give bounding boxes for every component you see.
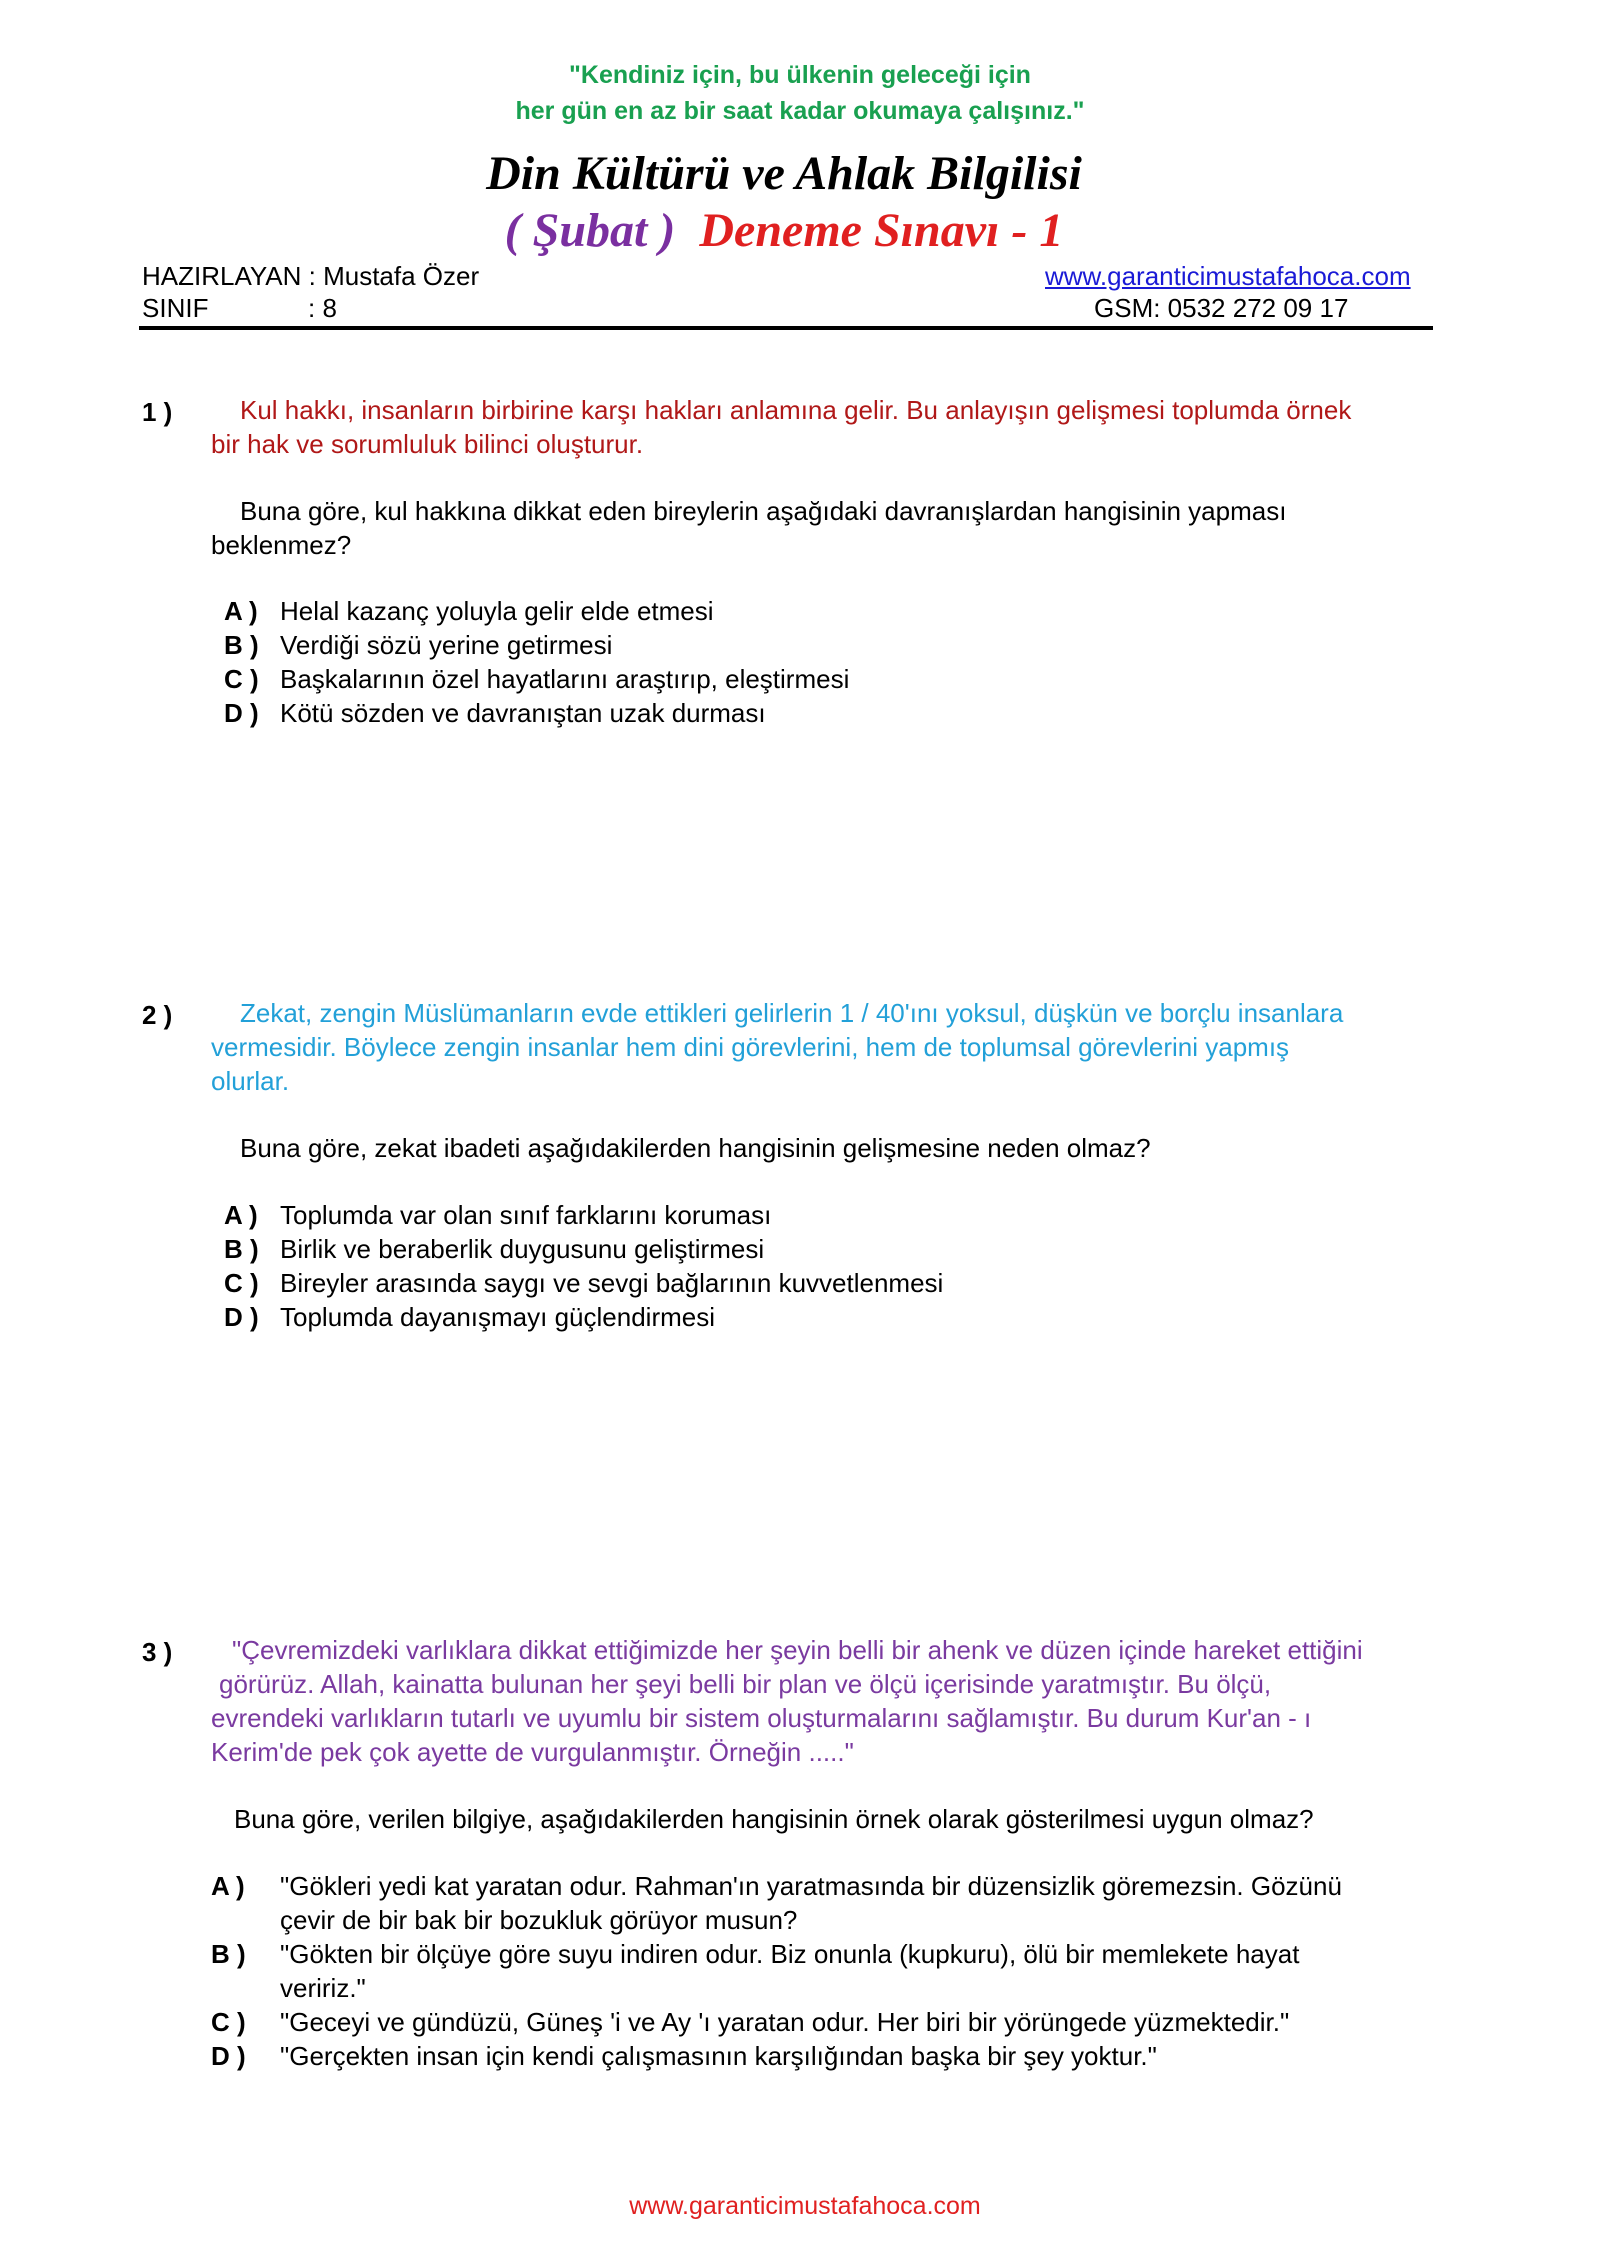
question-3-stem-line-4: Kerim'de pek çok ayette de vurgulanmıştır. Örneğin ....." bbox=[211, 1737, 854, 1767]
question-1-number: 1 ) bbox=[142, 397, 173, 427]
header-divider bbox=[139, 326, 1433, 330]
q1-option-d-text[interactable]: Kötü sözden ve davranıştan uzak durması bbox=[280, 698, 766, 728]
exam-subtitle bbox=[0, 203, 1568, 259]
question-2-stem-line-3: olurlar. bbox=[211, 1066, 290, 1096]
question-2-number: 2 ) bbox=[142, 1000, 173, 1030]
q2-option-b-letter[interactable]: B ) bbox=[224, 1234, 259, 1264]
question-1-stem-line-1: Kul hakkı, insanların birbirine karşı hakları anlamına gelir. Bu anlayışın gelişmesi toplumda örnek bbox=[240, 395, 1352, 425]
motto-line-1: "Kendiniz için, bu ülkenin geleceği için bbox=[569, 61, 1031, 89]
prepared-by: HAZIRLAYAN : Mustafa Özer bbox=[142, 261, 480, 291]
q1-option-a-text[interactable]: Helal kazanç yoluyla gelir elde etmesi bbox=[280, 596, 714, 626]
q2-option-d-text[interactable]: Toplumda dayanışmayı güçlendirmesi bbox=[280, 1302, 715, 1332]
question-3-stem-line-1: "Çevremizdeki varlıklara dikkat ettiğimizde her şeyin belli bir ahenk ve düzen içinde hareket ettiğini bbox=[232, 1635, 1363, 1665]
class-label: SINIF bbox=[142, 293, 209, 323]
q2-option-c-text[interactable]: Bireyler arasında saygı ve sevgi bağlarının kuvvetlenmesi bbox=[280, 1268, 944, 1298]
q1-option-d-letter[interactable]: D ) bbox=[224, 698, 259, 728]
q2-option-c-letter[interactable]: C ) bbox=[224, 1268, 259, 1298]
question-2-prompt: Buna göre, zekat ibadeti aşağıdakilerden hangisinin gelişmesine neden olmaz? bbox=[240, 1133, 1151, 1163]
question-1-stem-line-2: bir hak ve sorumluluk bilinci oluşturur. bbox=[211, 429, 644, 459]
q3-option-b-text[interactable]: "Gökten bir ölçüye göre suyu indiren odur. Biz onunla (kupkuru), ölü bir memlekete hayat bbox=[280, 1939, 1300, 1969]
q3-option-d-letter[interactable]: D ) bbox=[211, 2041, 246, 2071]
phone-number: GSM: 0532 272 09 17 bbox=[1094, 293, 1349, 323]
question-3-stem-line-2: görürüz. Allah, kainatta bulunan her şeyi belli bir plan ve ölçü içerisinde yaratmıştır. Bu ölçü, bbox=[219, 1669, 1272, 1699]
q1-option-b-letter[interactable]: B ) bbox=[224, 630, 259, 660]
q2-option-b-text[interactable]: Birlik ve beraberlik duygusunu geliştirmesi bbox=[280, 1234, 765, 1264]
q3-option-a-letter[interactable]: A ) bbox=[211, 1871, 245, 1901]
question-1-prompt-line-1: Buna göre, kul hakkına dikkat eden bireylerin aşağıdaki davranışlardan hangisinin yapması bbox=[240, 496, 1287, 526]
question-1-prompt-line-2: beklenmez? bbox=[211, 530, 352, 560]
page-title: Din Kültürü ve Ahlak Bilgilisi bbox=[486, 147, 1082, 200]
motto-line-2: her gün en az bir saat kadar okumaya çalışınız." bbox=[515, 97, 1085, 125]
q3-option-a-text[interactable]: "Gökleri yedi kat yaratan odur. Rahman'ın yaratmasında bir düzensizlik göremezsin. Gözünü bbox=[280, 1871, 1342, 1901]
question-3-prompt: Buna göre, verilen bilgiye, aşağıdakilerden hangisinin örnek olarak gösterilmesi uygun olmaz? bbox=[234, 1804, 1314, 1834]
q3-option-c-letter[interactable]: C ) bbox=[211, 2007, 246, 2037]
question-2-stem-line-2: vermesidir. Böylece zengin insanlar hem dini görevlerini, hem de toplumsal görevlerini yapmış bbox=[211, 1032, 1290, 1062]
subtitle-exam: Deneme Sınavı - 1 bbox=[699, 204, 1064, 257]
q1-option-c-text[interactable]: Başkalarının özel hayatlarını araştırıp, eleştirmesi bbox=[280, 664, 850, 694]
q3-option-a-text-line-2[interactable]: çevir de bir bak bir bozukluk görüyor musun? bbox=[280, 1905, 798, 1935]
q1-option-b-text[interactable]: Verdiği sözü yerine getirmesi bbox=[280, 630, 613, 660]
question-2-stem-line-1: Zekat, zengin Müslümanların evde ettikleri gelirlerin 1 / 40'ını yoksul, düşkün ve borçlu insanlara bbox=[240, 998, 1344, 1028]
q3-option-c-text[interactable]: "Geceyi ve gündüzü, Güneş 'i ve Ay 'ı yaratan odur. Her biri bir yörüngede yüzmektedir." bbox=[280, 2007, 1290, 2037]
q1-option-c-letter[interactable]: C ) bbox=[224, 664, 259, 694]
website-link[interactable]: www.garanticimustafahoca.com bbox=[1045, 261, 1411, 291]
q3-option-d-text[interactable]: "Gerçekten insan için kendi çalışmasının karşılığından başka bir şey yoktur." bbox=[280, 2041, 1157, 2071]
q3-option-b-text-line-2[interactable]: veririz." bbox=[280, 1973, 366, 2003]
footer-website[interactable]: www.garanticimustafahoca.com bbox=[629, 2192, 981, 2220]
q1-option-a-letter[interactable]: A ) bbox=[224, 596, 258, 626]
question-3-stem-line-3: evrendeki varlıkların tutarlı ve uyumlu bir sistem oluşturmalarını sağlamıştır. Bu durum Kur'an - ı bbox=[211, 1703, 1312, 1733]
subtitle-month: ( Şubat ) bbox=[504, 204, 676, 257]
question-3-number: 3 ) bbox=[142, 1637, 173, 1667]
q2-option-a-letter[interactable]: A ) bbox=[224, 1200, 258, 1230]
q2-option-a-text[interactable]: Toplumda var olan sınıf farklarını koruması bbox=[280, 1200, 772, 1230]
q2-option-d-letter[interactable]: D ) bbox=[224, 1302, 259, 1332]
q3-option-b-letter[interactable]: B ) bbox=[211, 1939, 246, 1969]
class-value: : 8 bbox=[308, 293, 337, 323]
